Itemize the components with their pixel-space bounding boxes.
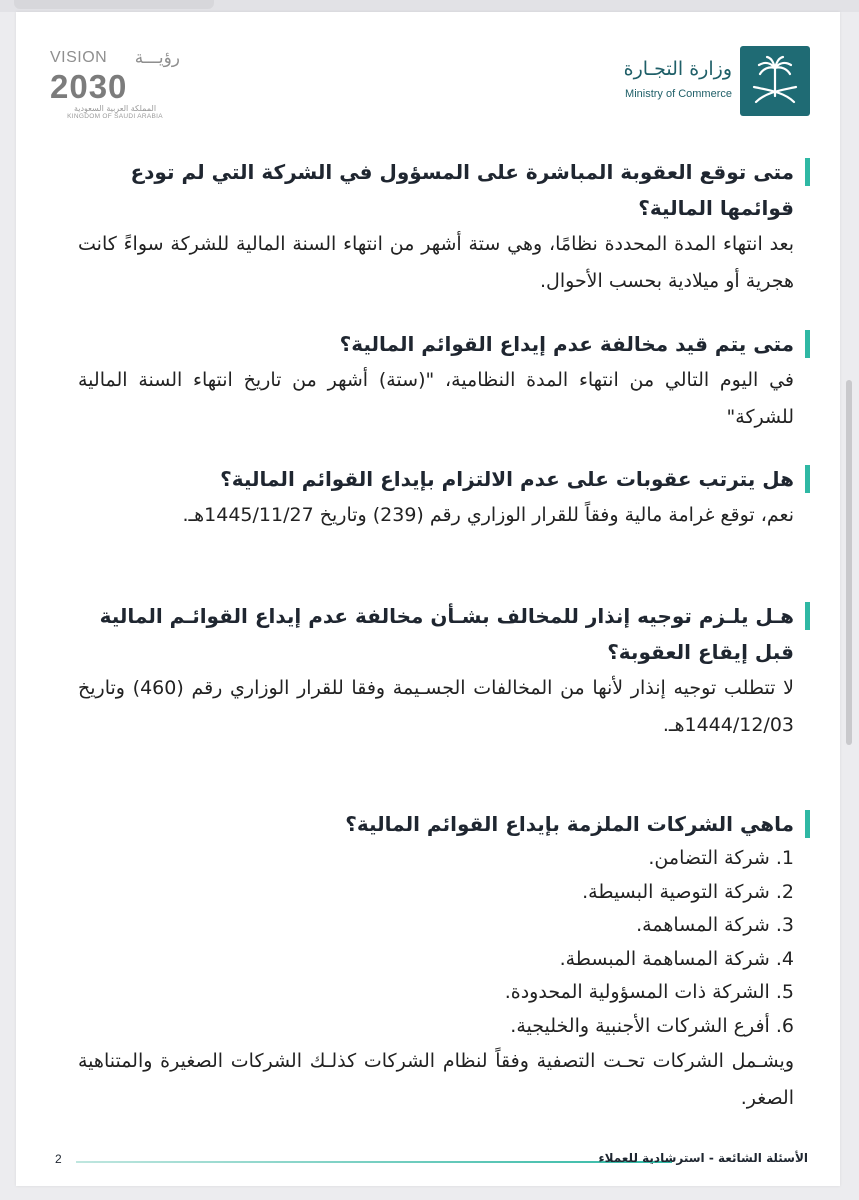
ministry-logo bbox=[610, 46, 810, 116]
list-item: 1. شركة التضامن. bbox=[648, 847, 794, 869]
faq-answer: بعد انتهاء المدة المحددة نظامًا، وهي ستة أشهر من انتهاء السنة المالية للشركة سواءً كانت هجرية أو ميلادية بحسب الأحوال. bbox=[78, 233, 794, 292]
faq-question: ماهي الشركات الملزمة بإيداع القوائم المالية؟ bbox=[78, 806, 810, 842]
footer-title: الأسئلة الشائعة - استرشادية للعملاء bbox=[598, 1151, 808, 1165]
faq-answer: لا تتطلب توجيه إنذار لأنها من المخالفات الجسـيمة وفقا للقرار الوزاري رقم (460) وتاريخ 1444/12/03هـ. bbox=[78, 677, 794, 736]
ministry-name-en: Ministry of Commerce bbox=[625, 88, 732, 100]
vision-word-ar: رؤيـــة bbox=[134, 48, 180, 67]
vision-country-ar: المملكة العربية السعودية bbox=[73, 104, 157, 113]
list-item: 4. شركة المساهمة المبسطة. bbox=[559, 947, 794, 970]
faq-item bbox=[78, 806, 810, 1117]
list-item: 6. أفرع الشركات الأجنبية والخليجية. bbox=[510, 1014, 794, 1037]
faq-item bbox=[78, 461, 810, 534]
faq-question: متى توقع العقوبة المباشرة على المسؤول في الشركة التي لم تودع قوائمها المالية؟ bbox=[78, 154, 810, 226]
faq-answer: نعم، توقع غرامة مالية وفقاً للقرار الوزاري رقم (239) وتاريخ 1445/11/27هـ. bbox=[182, 504, 794, 526]
faq-question: هل يترتب عقوبات على عدم الالتزام بإيداع القوائم المالية؟ bbox=[78, 461, 810, 497]
faq-question: هـل يلـزم توجيه إنذار للمخالف بشـأن مخالفة عدم إيداع القوائـم المالية قبل إيقاع العقوبة؟ bbox=[78, 598, 810, 670]
ministry-name-ar: وزارة التجـارة bbox=[623, 58, 732, 80]
viewer-tab bbox=[14, 0, 214, 9]
list-item: 5. الشركة ذات المسؤولية المحدودة. bbox=[504, 981, 794, 1003]
faq-item bbox=[78, 598, 810, 744]
vision-word-en: VISION bbox=[50, 49, 108, 66]
list-item: 2. شركة التوصية البسيطة. bbox=[582, 880, 794, 903]
page-number: 2 bbox=[55, 1152, 62, 1166]
vision-2030-logo bbox=[50, 48, 180, 128]
vision-year bbox=[50, 70, 180, 103]
vision-year-text: 2030 bbox=[50, 68, 128, 105]
palm-and-swords-icon bbox=[740, 46, 810, 116]
faq-answer: في اليوم التالي من انتهاء المدة النظامية، "(ستة) أشهر من تاريخ انتهاء السنة المالية للشركة" bbox=[78, 369, 794, 428]
faq-question: متى يتم قيد مخالفة عدم إيداع القوائم المالية؟ bbox=[78, 326, 810, 362]
company-types-list bbox=[78, 842, 810, 1043]
faq-item bbox=[78, 154, 810, 300]
faq-answer: ويشـمل الشركات تحـت التصفية وفقاً لنظام الشركات كذلـك الشركات الصغيرة والمتناهية الصغر. bbox=[78, 1050, 794, 1109]
faq-item bbox=[78, 326, 810, 436]
vision-country-en: KINGDOM OF SAUDI ARABIA bbox=[67, 113, 163, 120]
scrollbar-thumb[interactable] bbox=[846, 380, 852, 745]
list-item: 3. شركة المساهمة. bbox=[636, 914, 794, 936]
viewer-top-strip bbox=[0, 0, 859, 12]
